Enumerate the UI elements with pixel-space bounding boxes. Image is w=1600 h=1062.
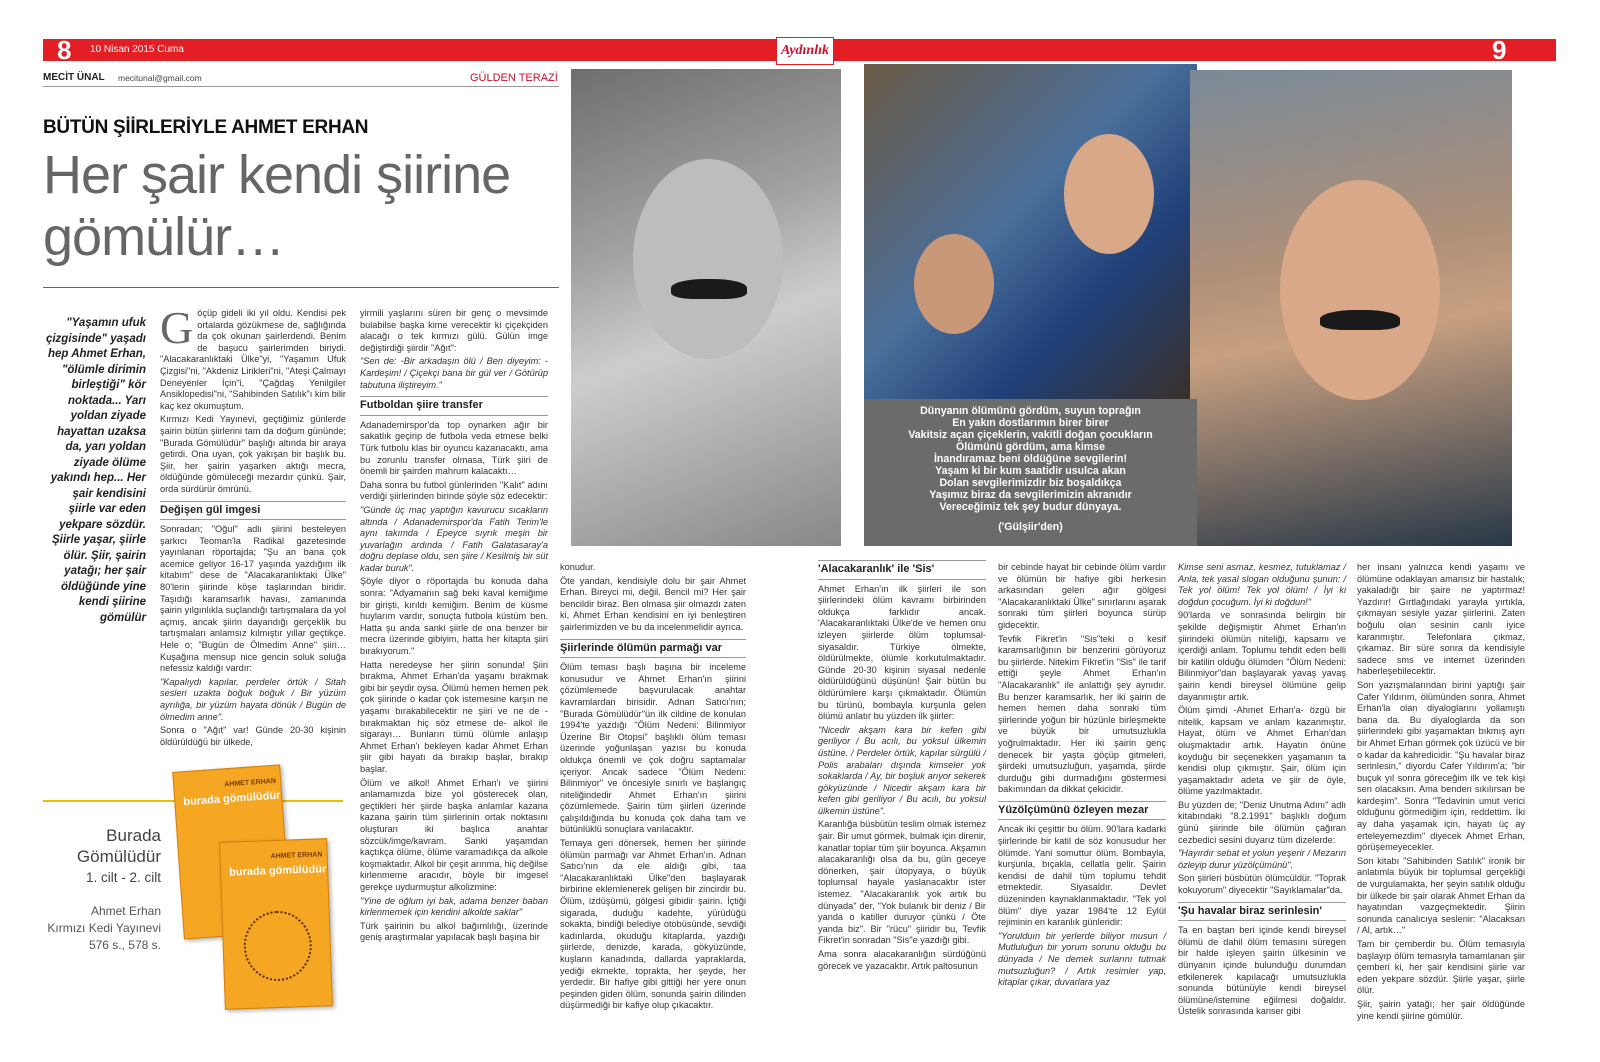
- paragraph: Bu yüzden de; "Deniz Unutma Adını" adlı kitabındaki "8.2.1991" başlıklı doğum günü şiirinde bile ölümün çağıran cezbedici sesini duyarız tüm dizelerde:: [1178, 799, 1346, 845]
- drop-cap: G: [160, 302, 194, 353]
- paragraph: Son kitabı "Sahibinden Satılık" ironik bir anlatımla büyük bir toplumsal gerçekliği de vurgulamakta, her şeyin satılık olduğu bir ülkede bir şair olarak Ahmet Erhan da hayatından vazgeçmektedir. Şiirin sonunda canalıcıya seslenir: "Alacaksan / Al, artık…": [1357, 855, 1525, 936]
- byline-rule: [43, 86, 559, 87]
- columnist-name: GÜLDEN TERAZİ: [470, 72, 558, 84]
- paragraph: Adanademirspor'da top oynarken ağır bir sakatlık geçirip de futbola veda etmese belki Türk futbolu klas bir oyuncu kazanacaktı, ama bu zorunlu transfer olmasa, Türk şiiri de önemli bir şairden mahrum kalacaktı…: [360, 419, 548, 477]
- poem-quote: "Yine de oğlum iyi bak, adama benzer baban kirlenmemek için kendini alkolde saklar": [360, 895, 548, 918]
- book-publisher: Kırmızı Kedi Yayınevi: [47, 921, 161, 935]
- poem-quote: "Yorulduın bir yerlerde biliyor musun / Mutluluğun bir yorum sorunu olduğu bu dünyada / Ne demek surlarını tutmak mutsuzluğun? / Artık resimler yap, kitaplar çıkar, duvarlara yaz: [998, 930, 1166, 988]
- paragraph: Şöyle diyor o röportajda bu konuda daha sonra: "Adyamanın sağ beki kaval kemiğime bir girişti, kırıldı kemiğim. Benim de küsme huylarım vardır, sonuçta futbola küstüm ben. Hatta şu anda sanki şiirle de ona benzer bir mecra üzerinde gibiyim, hatta her kitapta şiiri bırakıyorum.": [360, 576, 548, 657]
- article-column-2: [360, 308, 548, 1008]
- paragraph: bir cebinde hayat bir cebinde ölüm vardır ve ölümün bir hafiye gibi herkesin arkasından gelen ağır gölgesi "Alacakaranlıktaki Ülke" sınırlarını aşarak sonraki tüm şiirleri boyunca sürüp gidecektir.: [998, 562, 1166, 630]
- book-pages: 576 s., 578 s.: [88, 938, 161, 952]
- subheading: Yüzölçümünü özleyen mezar: [998, 801, 1166, 821]
- cover-title: burada gömülüdür: [182, 789, 281, 809]
- paragraph: her insanı yalnızca kendi yaşamı ve ölümüne odaklayan amansız bir hastalık; yakaladığı bir şaire ne yaptırmaz! Yazdırır! Gırtlağındaki yarayla yırtıkla, çıkmayan sesiyle yazar şiirlerini. Zaten boğulu olan sesinin canlı iyice karanmıştır. Telefonlara çıkmaz, çıkamaz. Bir süre sonra da kendisiyle sadece sms ve internet üzerinden haberleşebilecektir.: [1357, 562, 1525, 677]
- tree-illustration: [243, 910, 313, 982]
- caption-source: ('Gülşiir'den): [998, 521, 1063, 533]
- paragraph: Daha sonra bu futbol günlerinden "Kalıt" adını verdiği şiirlerinden birinde şöyle söz edecektir:: [360, 479, 548, 502]
- paragraph: Hatta neredeyse her şiirin sonunda! Şiiri bırakma, Ahmet Erhan'da yaşamı bırakmak gibi bir şeydir oysa. Ölümü hemen hemen pek çok şiirinde o kadar çok istemesine karşın ne yaşamı bırakabilecektir ne şiiri ve ne de -bırakmaktan hiç söz etmese de- alkol ile sigarayı… Bunların tümü ölümle anlaşıp Ahmet Erhan'ı bekleyen kadar Ahmet Erhan şiir gibi hayatı da bırakıp başlar, bırakıp başlar.: [360, 659, 548, 774]
- face-shape: [1064, 134, 1154, 254]
- article-column-7: [1357, 562, 1526, 1021]
- cover-author: AHMET ERHAN: [270, 851, 323, 861]
- pull-quote: "Yaşamın ufuk çizgisinde" yaşadı hep Ahmet Erhan, "ölümle dirimin birleştiği" kör noktada... Yarı yoldan ziyade hayattan uzaksa da, yarı yoldan ziyade ölüme yakındı hep... Her şair kendisini şiirle var eden yekpare sözdür. Şiirle yaşar, şiirle ölür. Şiir, şairin yatağı; her şair öldüğünde yine kendi şiirine gömülür: [45, 317, 146, 624]
- subheading: Futboldan şiire transfer: [360, 396, 548, 416]
- headline-rule: [43, 287, 559, 288]
- paragraph: Karanlığa büsbütün teslim olmak istemez şair. Bir umut görmek, bulmak için direnir, kanatlar toplar tüm şiir boyunca. Akşamın alacakaranlığı olsa da bu, gün geceye dönerken, şair ütopyaya, o büyük toplumsal hayale yaslanacaktır ister istemez. "Alacakaranlık yok artık bu dünyada" der, "Yok bulanık bir deniz / Bir yanda o katiller duruyor çünkü / Öte yanda biz". Bir "rücu" şiiridir bu, Tevfik Fikret'in sonradan "Sis"e yazdığı gibi.: [818, 819, 987, 946]
- article-column-1: [160, 302, 346, 756]
- paragraph: yirmili yaşlarını süren bir genç o mevsimde bulabilse başka kime verecektir ki çiçekçiden alacağı o tek kırmızı gülü. Gülün imge değiştirdiği şiirdir "Ağıt":: [360, 308, 548, 353]
- subheading: Şiirlerinde ölümün parmağı var: [560, 639, 746, 659]
- poem-caption-box: [864, 399, 1197, 546]
- subheading: 'Alacakaranlık' ile 'Sis': [818, 560, 986, 580]
- paragraph: Ancak iki çeşittir bu ölüm. 90'lara kadarki şiirlerinde bir katil de söz konusudur her ölümde. Yani somuttur ölüm. Bombayla, kurşunla, bıçakla, cellatla gelir. Şairin kendisi de dahil tüm toplumu tehdit etmektedir. Siyasaldır. Devlet düzeninden kaynaklanmaktadır. "Tek yol ölüm" diye yazar 1984'te 12 Eylül rejiminin en karanlık günleridir:: [998, 824, 1166, 928]
- caption-line: Yaşam ki bir kum saatidir usulca akan: [935, 465, 1126, 477]
- book-info: [43, 825, 161, 954]
- caption-line: En yakın dostlarımın birer birer: [952, 417, 1109, 429]
- article-headline: Her şair kendi şiirine gömülür…: [43, 145, 511, 267]
- book-cover-volume-2: [219, 838, 333, 1010]
- book-title: Burada Gömülüdür: [76, 826, 161, 866]
- face-shape: [914, 234, 994, 334]
- paragraph: Sonradan; "Oğul" adlı şiirini besteleyen şarkıcı Teoman'la Radikal gazetesinde yayınlanan röportajda; "Şu an bana çok acemice geliyor 16-17 yaşında yazdığım ilk kitabım" dese de "Alacakaranlıktaki Ülke" 80'lerin şiirinde köşe taşlarından biridir. Taşıdığı karamsarlık havası, zamanında şairin yılgınlıkla suçlandığı tartışmalara da yol açmış, ancak şiirin dayandığı gerçeklik bu tartışmaları anlamsız kılmıştır yıllar geçtikçe. Hele o; "Bugün de Ölmedim Anne" şiiri… Kuşağına mensup nice gencin soluk soluğa nefessiz kaldığı vardır:: [160, 524, 346, 674]
- book-author: Ahmet Erhan: [90, 904, 161, 918]
- cover-author: AHMET ERHAN: [224, 777, 277, 789]
- mustache-shape: [671, 279, 747, 299]
- paragraph: Ölüm ve alkol! Ahmet Erhan'ı ve şiirini anlamamızda bize yol gösterecek olan, geçtikleri her şiirde başka anlamlar kazana kazana şairin tüm şiirlerinin ortak noktasını oluşturan iki başlıca anahtar sözcük/imge/kavram. Sanki yaşamdan kaçtıkça ölüme, ölüme varamadıkça da alkole koşmaktadır. Alkol bir çeşit arınma, hiç değilse kirlenmeme aracıdır, böyle bir imgesel gerekçe uydurmuştur alkolizmine:: [360, 777, 548, 892]
- caption-line: Vakitsiz açan çiçeklerin, vakitli doğan çocukların: [908, 429, 1153, 441]
- paragraph: Sonra o "Ağıt" var! Günde 20-30 kişinin öldürüldüğü bir ülkede,: [160, 725, 346, 747]
- poem-quote: Kimse seni asmaz, kesmez, tutuklamaz / Anla, tek yasal slogan olduğunu şunun: / Tek yol ölüm! Tek yol ölüm! / İyi ki doğdun çocuğum. İyi ki doğdun!": [1178, 562, 1346, 607]
- paragraph: Türk şairinin bu alkol bağımlılığı, üzerinde geniş araştırmalar yapılacak başlı başına bir: [360, 920, 548, 943]
- subheading: 'Şu havalar biraz serinlesin': [1178, 902, 1346, 922]
- paragraph: Ölüm şimdi -Ahmet Erhan'a- özgü bir nitelik, kapsam ve anlam kazanmıştır. Hayat, ölüm ve Ahmet Erhan'dan oluşmaktadır artık. Hayatın önüne koyduğu bir seçenekken yaşamanın ta kendisi olup çıkmıştır. Şair, ölüm için yaşamaktadır adeta ve şiir de öyle, ölüme yazılmaktadır.: [1178, 705, 1346, 797]
- poem-quote: "Sen de: -Bir arkadaşın ölü / Ben diyeyim: - Kardeşim! / Çiçekçi bana bir gül ver / Götürüp tabutuna iliştireyim.": [360, 356, 548, 390]
- masthead-logo: Aydınlık: [776, 37, 834, 65]
- poem-quote: "Nicedir akşam kara bir kefen gibi geriliyor / Bu acılı, bu yoksul ülkemin üstüne. / Perdeler örtük, kapılar sürgülü / Polis arabaları dışında kimseler yok sokaklarda / Ay, bir boşluk arıyor sekerek gökyüzünde / Nicedir akşam kara bir kefen gibi geriliyor / Bu acılı, bu yoksul ülkemin üstüne".: [818, 724, 986, 816]
- page-number-right: 9: [1492, 35, 1507, 65]
- paragraph: konudur.: [560, 562, 596, 572]
- caption-line: Yaşımız biraz da sevgilerimizin akranıdır: [929, 489, 1132, 501]
- paragraph: öçüp gideli iki yıl oldu. Kendisi pek ortalarda gözükmese de, sağlığında da çok okunan şairlerdendi. Benim de başucu şairlerimden biriydi. "Alacakaranlıktaki Ülke"yi, "Yaşamın Ufuk Çizgisi"ni, "Akdeniz Lirikleri"ni, "Ateşi Çalmayı Deneyenler İçin"i, "Çağdaş Yenilgiler Ansiklopedisi"ni, "Sahibinden Satılık"ı kim bilir kaç kez okumuştum.: [160, 308, 346, 411]
- article-column-5: [998, 562, 1166, 1008]
- article-kicker: BÜTÜN ŞİİRLERİYLE AHMET ERHAN: [43, 117, 369, 138]
- article-column-3: [560, 562, 746, 1011]
- paragraph: Son yazışmalarından birini yaptığı şair Cafer Yıldırım, ölümünden sonra, Ahmet Erhan'la olan diyaloglarını yollamıştı bana da. Bu diyaloglarda da son şiirlerindeki gibi yaşamaktan bıkmış ayrı bir Ahmet Erhan görmek çok üzücü ve bir o kadar da kahredicidir. "Şu havalar biraz serinlesin," diyordu Cafer Yıldırım'a; "bir buçuk yıl sonra göreceğim ilk ve tek kişi sen olacaksın. Ama benden sıkılırsan be kardeşim". Sonra "Tedavinin umut verici olduğunu görmediğim için, reddettim. İki ay daha yaşamak için, hayatı üç ay erteleyemezdim" diyecek Ahmet Erhan, görüşemeyecekler.: [1357, 679, 1526, 853]
- page-number-left: 8: [57, 35, 72, 65]
- caption-line: Dünyanın ölümünü gördüm, suyun toprağın: [920, 405, 1141, 417]
- paragraph: Öte yandan, kendisiyle dolu bir şair Ahmet Erhan. Bireyci mi, değil. Bencil mi? Her şair bencildir biraz. Ben olmasa şiir olmazdı zaten ki, Ahmet Erhan kendisini en iyi benleştiren şairlerimizden ve bu da incelenmelidir ayrıca.: [560, 575, 746, 632]
- article-column-4: [818, 560, 986, 1008]
- poem-quote: "Kapalıydı kapılar, perdeler örtük / Sitah sesleri uzakta boğuk boğuk / Bir yüzüm ayrılığa, bir yüzüm hayata dönük / Bugün de ölmedim anne".: [160, 676, 346, 722]
- caption-line: İnandıramaz beni öldüğüne sevgilerin!: [933, 453, 1128, 465]
- portrait-photo-bw: [571, 69, 841, 546]
- paragraph: Ama sonra alacakaranlığın sürdüğünü görecek ve yazacaktır. Artık paltosunun: [818, 949, 986, 971]
- poem-quote: "Hayırdır sebat et yolun yeşerir / Mezarın özleyip durur yüzölçümünü".: [1178, 848, 1346, 870]
- caption-line: Vereceğimiz tek şey budur dünyaya.: [939, 501, 1122, 513]
- mustache-shape: [1320, 310, 1400, 330]
- face-shape: [633, 159, 783, 359]
- paragraph: Temaya geri dönersek, hemen her şiirinde ölümün parmağı var Ahmet Erhan'ın. Adnan Satıcı'nın da ele aldığı gibi, taa "Alacakaranlıktaki Ülke"den başlayarak birbirine eklemlenerek gelişen bir zincirdir bu. Ölüm, izdüşümü, gölgesi gibidir şairin. İçtiği sigarada, duduğu kadehte, yürüdüğü sokakta, bindiği belediye otobüsünde, sevdiği kadınlarda, okuduğu kitaplarda, yazdığı şiirlerde, denizde, karada, gökyüzünde, kuşların kanadında, dallarda yapraklarda, yediği ekmekte, toprakta, her şeyde, her yerdedir. Bir hafiye gibi gittiği her yere onun peşinden giden ölüm, sonunda şairin dilinden düşürmediği bir kafiye olup çıkacaktır.: [560, 838, 746, 1011]
- cover-title: burada gömülüdür: [228, 863, 327, 879]
- poem-quote: "Günde üç maç yaptığın kavurucu sıcakların altında / Adanademirspor'da Fatih Terim'le aynı takımda / Epeyce sıyrık meşin bir yuvarlağın ardında / Fatih Galatasaray'a doğru deplase oldu, sen şiire / Kesilmiş bir süt kadar buruk".: [360, 504, 548, 573]
- face-shape: [1280, 180, 1440, 400]
- paragraph: Ahmet Erhan'ın ilk şiirleri ile son şiirlerindeki ölüm kavramı birbirinden oldukça farklıdır ancak. 'Alacakaranlıktaki Ülke'de ve hemen onu izleyen şiirlerde ölüm toplumsal-siyasaldır. Türkiye ölmekte, öldürülmekte, ölümle korkutulmaktadır. Günde 20-30 kişinin siyasal nedenle öldürüldüğünü düşünün! Şair bütün bu öldürümlere karşı çıkmaktadır. Ölümün bu türünü, bombayla kurşunla gelen ölümü anlatır bu yüzden ilk şiirler:: [818, 583, 986, 722]
- caption-line: Dolan sevgilerimizdir biz boşaldıkça: [939, 477, 1122, 489]
- author-name: MECİT ÜNAL: [43, 72, 105, 83]
- paragraph: Kırmızı Kedi Yayınevi, geçtiğimiz günlerde şairin bütün şiirlerini tam da doğum gününde; "Burada Gömülüdür" başlığı altında bir araya getirdi. Ona uyan, çok yakışan bir başlık bu. Şiir, her şairin yaşarken aktığı mecra, öldüğünde gömüleceği mezardır çünkü. Şair, orda sürdürür ömrünü.: [160, 414, 346, 494]
- article-column-6: [1178, 562, 1346, 1017]
- caption-line: Ölümünü gördüm, ama kimse: [956, 441, 1105, 453]
- subheading: Değişen gül imgesi: [160, 501, 346, 521]
- paragraph: Tevfik Fikret'in "Sis"teki o kesif karamsarlığının bir benzerini görüyoruz bu şiirlerde. Nitekim Fikret'in "Sis" ile tarif ettiği şeyle Ahmet Erhan'ın "Alacakaranlık" ile anlattığı şey aynıdır. Bu benzer karamsarlık, her iki şairin de hemen hemen daha sonraki tüm şiirlerinde yoğun bir hüzünle birleşmekte ve büyük bir umutsuzlukla yoğrulmaktadır. Her iki şairin genç denecek bir yaşta göçüp gitmeleri, şiirdeki umutsuzluğun, yaşamda, şiirde durduğu gibi durmadığını göstermesi bakımından da dikkat çekicidir.: [998, 633, 1166, 795]
- paragraph: Şiir, şairin yatağı; her şair öldüğünde yine kendi şiirine gömülür.: [1357, 998, 1525, 1021]
- paragraph: Ölüm teması başlı başına bir inceleme konusudur ve Ahmet Erhan'ın şiirini çözümlemede başvurulacak anahtar kavramlardan birisidir. Adnan Satıcı'nın; "Burada Gömülüdür"ün ilk cildine de konulan 1994'te yazdığı "Ölüm Nedeni: Bilinmiyor Üzerine Bir Otopsi" başlıklı ölüm teması üzerinde yoğunlaşan yazısı bu konuda oldukça önemli ve çok doğru saptamalar içeriyor. Ancak sadece "Ölüm Nedeni: Bilinmiyor" ve öncesiyle sınırlı ve başlangıç niteliğindedir Ahmet Erhan'ın şiirini çözümlemede. Şairin tüm şiirleri üzerinde çalışıldığında bu konuda çok daha tam ve bütünlüklü sonuçlara varılacaktır.: [560, 662, 746, 835]
- book-volumes: 1. cilt - 2. cilt: [85, 870, 161, 885]
- paragraph: 90'larda ve sonrasında belirgin bir şekilde değişmiştir Ahmet Erhan'ın şiirindeki ölümün niteliği, kapsamı ve içerdiği anlam. Toplumu tehdit eden belli bir katilin olduğu ölümden "Ölüm Nedeni: Bilinmiyor"dan başlayarak yavaş yavaş şairin kendi bireysel ölümüne gelip dayanmıştır artık.: [1178, 610, 1346, 702]
- photo-two-men-bookshelf: [864, 64, 1197, 399]
- author-email: mecitunal@gmail.com: [118, 73, 202, 83]
- paragraph: Son şiirleri büsbütün ölümcüldür. "Toprak kokuyorum" diyecektir "Sayıklamalar"da.: [1178, 873, 1346, 896]
- portrait-photo-snow: [1190, 70, 1512, 546]
- issue-date: 10 Nisan 2015 Cuma: [90, 44, 184, 55]
- paragraph: Tam bir çemberdir bu. Ölüm temasıyla başlayıp ölüm temasıyla tamamlanan şiir çemberi ki, her şair kendisini şiirle var eden yekpare sözdür. Şiirle yaşar, şiirle ölür.: [1357, 939, 1525, 996]
- paragraph: Ta en baştan beri içinde kendi bireysel ölümü de dahil ölüm temasını süregen bir halde işleyen şairin ülkesinin ve dünyanın içinde bulunduğu durumdan etkilenerek kapılacağı umutsuzlukla sonunda bütünüyle kendi bireysel ölümüne/istemine eğilmesi doğaldır. Üstelik sonrasında kanser gibi: [1178, 925, 1346, 1017]
